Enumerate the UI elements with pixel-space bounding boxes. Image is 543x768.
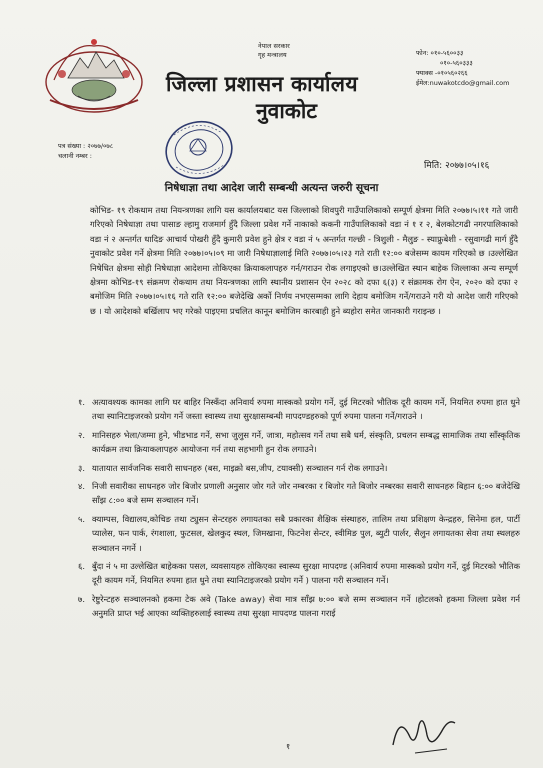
phone-1: फोन: ०१०-५६००३३ [416, 49, 464, 57]
ministry-line-1: नेपाल सरकार [258, 42, 290, 50]
notice-date: मिति: २०७७।०५।१६ [424, 161, 490, 171]
directive-item [78, 592, 520, 621]
page-number: १ [286, 742, 291, 751]
notice-intro: कोभिड- १९ रोकथाम तथा नियन्त्रणका लागि यस कार्यालयबाट यस जिल्लाको शिवपुरी गाउँपालिकाको सम्पूर्ण क्षेत्रमा मिति २०७७।५।११ गते जारी गरिएको निषेधाज्ञा तथा पासाङ ल्हामु राजमार्ग हुँदै जिल्ला प्रवेश गर्ने नाकाको ककनी गाउँपालिकाको वडा नं १ र २, बेलकोटगढी नगरपालिकाको वडा नं २ अन्तर्गत धादिङ आचार्य पोखरी हुँदै कुमारी प्रवेश हुने क्षेत्र र वडा नं ५ अन्तर्गत गल्छी - त्रिशुली - मैलुङ - स्याफ्रुबेशी - रसुवागढी मार्ग हुँदै नुवाकोट प्रवेश गर्ने क्षेत्रमा मिति २०७७।०५।०९ मा जारी निषेधाज्ञालाई मिति २०७७।०५।२३ गते राती १२:०० बजेसम्म कायम गरिएको छ ।उल्लेखित निषेधित क्षेत्रमा सोही निषेधाज्ञा आदेशमा तोकिएका क्रियाकलापहरु गर्न/गराउन रोक लगाइएको छ।उल्लेखित स्थान बाहेक जिल्लाका अन्य सम्पूर्ण क्षेत्रमा कोभिड-१९ संक्रमण रोकथाम तथा नियन्त्रणका लागि स्थानीय प्रशासन ऐन २०२८ को दफा ६(३) र संक्रामक रोग ऐन, २०२० को दफा २ बमोजिम मिति २०७७।०५।१६ गते राति १२:०० बजेदेखि अर्को निर्णय नभएसम्मका लागि देहाय बमोजिम गर्ने/गराउने गरी यो आदेश जारी गरिएको छ । यो आदेशको बर्खिलाप भए गरेको पाइएमा प्रचलित कानून बमोजिम कारबाही हुने ब्यहोरा समेत जानकारी गराइन्छ । [90, 205, 518, 316]
reference-block [58, 141, 113, 161]
directive-number: ३. [78, 462, 85, 473]
directive-text: अत्यावश्यक कामका लागि घर बाहिर निस्कँदा अनिवार्य रुपमा मास्कको प्रयोग गर्ने, दुई मिटरको भौतिक दूरी कायम गर्ने, नियमित रुपमा हात धुने तथा स्यानिटाइजरको प्रयोग गर्ने जस्ता स्वास्थ्य तथा सुरक्षासम्बन्धी मापदण्डहरुको पूर्ण रुपमा पालना गर्ने/गराउने । [92, 397, 520, 422]
fax: फ्याक्स -०१०५६०२६६ [416, 69, 468, 77]
signature-icon [385, 705, 460, 760]
directive-number: ४. [78, 481, 85, 492]
directive-number: ७. [78, 593, 85, 604]
phone-2: ०१०-५६०३३३ [440, 59, 473, 67]
directive-item [78, 512, 520, 555]
directive-item [78, 559, 520, 588]
directive-number: ६. [78, 561, 85, 572]
ref-number: पत्र संख्या : २०७७/०७८ [58, 142, 114, 150]
email: ईमेल:nuwakotcdo@gmail.com [416, 79, 510, 87]
contact-block [416, 48, 509, 88]
office-seal-icon [160, 115, 238, 185]
directive-text: यातायात सार्वजनिक सवारी साधनहरु (बस, माइक्रो बस,जीप, टयाक्सी) सञ्चालन गर्न रोक लगाउने। [92, 462, 388, 473]
directive-number: १. [78, 397, 85, 407]
directive-number: २. [78, 429, 85, 440]
directive-item [78, 395, 520, 424]
directive-text: मानिसहरु भेला/जम्मा हुने, भीडभाड गर्ने, सभा जुलुस गर्ने, जात्रा, महोत्सव गर्ने तथा सबै धर्म, संस्कृति, प्रचलन सम्बद्ध सामाजिक तथा साँस्कृतिक कार्यक्रम तथा क्रियाकलापहरु आयोजना गर्न तथा सहभागी हुन रोक लगाउने। [92, 429, 520, 455]
directive-item [78, 461, 520, 475]
directive-text: क्याम्पस, विद्यालय,कोचिङ तथा ट्युसन सेन्टरहरु लगायतका सबै प्रकारका शैक्षिक संस्थाहरु, तालिम तथा प्रशिक्षण केन्द्रहरु, सिनेमा हल, पार्टी प्यालेस, फन पार्क, रंगशाला, फुटसल, खेलकुद स्थल, जिमखाना, फिटनेश सेन्टर, स्वीमिङ पुल, ब्युटी पार्लर, सैलुन लगायतका सेवा तथा स्थलहरु सञ्चालन नगर्ने । [92, 513, 520, 553]
directive-text: निजी सवारीका साधनहरु जोर बिजोर प्रणाली अनुसार जोर गते जोर नम्बरका र बिजोर गते बिजोर नम्बरका सवारी साधनहरु बिहान ६:०० बजेदेखि साँझ ८:०० बजे सम्म सञ्चालन गर्ने। [92, 481, 520, 506]
office-title: जिल्ला प्रशासन कार्यालय [166, 72, 358, 96]
directive-item [78, 479, 520, 508]
ministry-block [258, 42, 290, 60]
directive-list [78, 395, 520, 625]
notice-heading: निषेधाज्ञा तथा आदेश जारी सम्बन्धी अत्यन्त जरुरी सूचना [164, 182, 379, 194]
directive-text: बुँदा नं ५ मा उल्लेखित बाहेकका पसल, व्यवसायहरु तोकिएका स्वास्थ्य सुरक्षा मापदण्ड (अनिवार्य रुपमा मास्कको प्रयोग गर्ने, दुई मिटरको भौतिक दूरी कायम गर्ने, नियमित रुपमा हात धुने तथा स्यानिटाइजरको प्रयोग गर्ने ) पालना गरी सञ्चालन गर्ने। [92, 561, 520, 586]
dispatch-number: चलानी नम्बर : [58, 152, 92, 160]
directive-text: रेष्टुरेन्टहरु सञ्चालनको हकमा टेक अवे (Take away) सेवा मात्र साँझ ७:०० बजे सम्म सञ्चालन गर्ने ।होटलको हकमा जिल्ला प्रवेश गर्न अनुमति प्राप्त भई आएका व्यक्तिहरुलाई स्वास्थ्य तथा सुरक्षा मापदण्ड पालना गराई [92, 593, 520, 619]
directive-number: ५. [78, 513, 85, 524]
directive-item [78, 428, 520, 457]
district-name: नुवाकोट [256, 99, 317, 123]
ministry-line-2: गृह मन्त्रालय [258, 51, 287, 59]
nepal-emblem-icon [40, 34, 148, 116]
